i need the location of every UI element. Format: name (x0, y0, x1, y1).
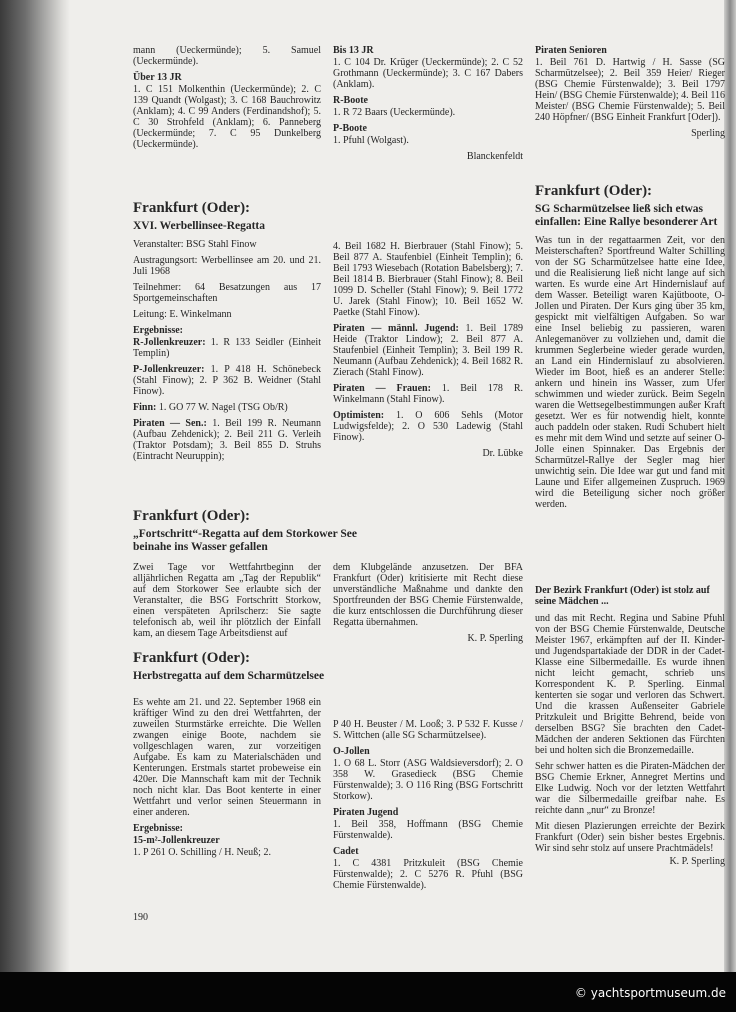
article-rallye (535, 183, 725, 515)
article-maedchen (535, 585, 725, 867)
class-name: Optimisten: (333, 410, 385, 421)
text: Sehr schwer hatten es die Piraten-Mädchen der BSG Chemie Erkner, Annegret Mertins und Elke Ludwig. Noch vor der letzten Wettfahrt war die Silbermedaille greifbar nahe. Es reichte dann „nur“ zu Bronze! (535, 761, 725, 816)
text: 1. O 68 L. Storr (ASG Waldsieversdorf); 2. O 358 W. Grasedieck (BSG Chemie Fürstenwalde); 3. O 116 Ring (BSG Fortschritt Storkow). (333, 758, 523, 802)
class-name: Piraten — Frauen: (333, 383, 431, 394)
subheading: R-Boote (333, 95, 368, 106)
article-region: Frankfurt (Oder): (133, 508, 251, 524)
book-binding-shadow (0, 0, 70, 972)
text: 1. Beil 761 D. Hartwig / H. Sasse (SG Scharmützelsee); 2. Beil 359 Heier/ Rieger (BSG Chemie Fürstenwalde); 3. Beil 1797 Hein/ (BSG Chemie Fürstenwalde); 4. Beil 116 Meister/ (BSG Chemie Fürstenwalde); 5. Beil 240 Höpfner/ (BSG Einheit Frankfurt [Oder]). (535, 57, 725, 123)
text: 1. C 4381 Pritzkuleit (BSG Chemie Fürstenwalde); 2. C 5276 R. Pfuhl (BSG Chemie Fürstenwalde). (333, 858, 523, 891)
article-title: XVI. Werbellinsee-Regatta (133, 220, 266, 232)
subheading: Bis 13 JR (333, 45, 374, 56)
result-entry (133, 337, 321, 359)
text: dem Klubgelände anzusetzen. Der BFA Frankfurt (Oder) kritisierte mit Recht diese unverständliche Maßnahme und dankte den Sportfreunden der BSG Chemie Fürstenwalde, die kurz entschlossen die Durchführung dieser Regatta übernahmen. (333, 562, 523, 628)
watermark-bar (0, 972, 736, 1012)
result-entry (333, 323, 523, 378)
author: Dr. Lübke (482, 448, 523, 459)
article-title: „Fortschritt“-Regatta auf dem Storkower See beinahe ins Wasser gefallen (133, 528, 357, 553)
class-name: P-Jollenkreuzer: (133, 364, 205, 375)
result-text: 1. Beil 1789 Heide (Traktor Lindow); 2. Beil 877 A. Staufenbiel (Einheit Templin); 3. Beil 199 R. Neumann (Aufbau Zehdenick); 4. Beil 1682 R. Zierach (Stahl Finow). (333, 323, 524, 378)
article-region: Frankfurt (Oder): (535, 183, 653, 199)
text: 1. Pfuhl (Wolgast). (333, 135, 409, 146)
subheading: Piraten Jugend (333, 807, 399, 818)
article-fortschritt-left (133, 562, 321, 644)
page-edge-shadow (724, 0, 736, 972)
author: Sperling (691, 128, 725, 139)
text: Mit diesen Plazierungen erreichte der Bezirk Frankfurt (Oder) sein bisher bestes Ergebnis. Wir sind sehr stolz auf unsere Prachtmädels! (535, 821, 725, 854)
text: 1. C 104 Dr. Krüger (Ueckermünde); 2. C 52 Grothmann (Ueckermünde); 3. C 167 Dabers (Anklam). (333, 57, 523, 90)
subheading: Über 13 JR (133, 72, 182, 83)
subheading: Piraten Senioren (535, 45, 607, 56)
result-text: 1. Beil 178 R. Winkelmann (Stahl Finow). (333, 383, 523, 405)
text: 1. Beil 358, Hoffmann (BSG Chemie Fürstenwalde). (333, 819, 523, 841)
class-name: Finn: (133, 402, 157, 413)
meta-line: Veranstalter: BSG Stahl Finow (133, 239, 257, 250)
subheading: O-Jollen (333, 746, 370, 757)
result-entry (133, 418, 321, 462)
meta-line: Austragungsort: Werbellinsee am 20. und 21. Juli 1968 (133, 255, 321, 277)
meta-line: Leitung: E. Winkelmann (133, 309, 232, 320)
results-label: Ergebnisse: (133, 325, 183, 336)
results-continuation-left (133, 45, 321, 155)
class-name: Piraten — männl. Jugend: (333, 323, 459, 334)
article-werbellinsee-cont (333, 241, 523, 459)
author: K. P. Sperling (669, 856, 725, 867)
results-label: Ergebnisse: (133, 823, 183, 834)
subheading: P-Boote (333, 123, 367, 134)
article-title: Herbstregatta auf dem Scharmützelsee (133, 670, 325, 682)
result-entry (333, 410, 523, 443)
text: 1. R 72 Baars (Ueckermünde). (333, 107, 456, 118)
article-region: Frankfurt (Oder): (133, 200, 251, 216)
meta-line: Teilnehmer: 64 Besatzungen aus 17 Sportgemeinschaften (133, 282, 321, 304)
text: 1. C 151 Molkenthin (Ueckermünde); 2. C 139 Quandt (Wolgast); 3. C 168 Bauchrowitz (Anklam); 4. C 99 Anders (Ferdinandshof); 5. C 30 Strohfeld (Anklam); 6. Panneberg (Ueckermünde; 7. C 95 Dunkelberg (Ueckermünde). (133, 84, 321, 150)
results-continuation-right (535, 45, 725, 139)
class-name: R-Jollenkreuzer: (133, 337, 206, 348)
article-herbstregatta-right (333, 719, 523, 896)
text: mann (Ueckermünde); 5. Samuel (Ueckermünde). (133, 45, 321, 67)
text: und das mit Recht. Regina und Sabine Pfuhl von der BSG Chemie Fürstenwalde, Deutsche Meister 1967, erkämpften auf der II. Kinder- und Jugendspartakiade der DDR in der Cadet-Klasse eine Silbermedaille. Es wurde ihnen nicht leicht gemacht, schrieb uns Korrespondent K. P. Sperling. Einmal kenterten sie sogar und verloren das Schwert. Und die krassen Außenseiter Gabriele Pritzkuleit und Brigitte Behrend, beide von derselben BSG? Sie brachten den Cadet-Mädchen der anderen Sektionen das Fürchten bei und holten sich die Bronzemedaille. (535, 613, 725, 756)
result-text: 1. GO 77 W. Nagel (TSG Ob/R) (156, 402, 288, 413)
result-text: 1. R 133 Seidler (Einheit Templin) (133, 337, 321, 359)
text: Was tun in der regattaarmen Zeit, vor den Meisterschaften? Sportfreund Walter Schilling von der SG Scharmützelsee hatte eine Idee, und die Realisierung ließ nicht lange auf sich warten. Es wurde eine Art Hindernislauf auf dem Wasser. Beteiligt waren Kajütboote, O-Jollen und Piraten. Der Kurs ging über 35 km, gespickt mit vielfältigen Aufgaben. So war eine Insel beliebig zu passieren, waren Anlegemanöver zu vollziehen und, damit die krummen Seglerbeine wieder gerade wurden, an Land ein Hindernislauf zu absolvieren. Wieder im Boot, hieß es an anderer Stelle: ankern und hinein ins Wasser, zum Ufer schwimmen und wieder zurück. Beim Segeln waren die Wettsegelbestimmungen außer Kraft gesetzt. Wer es für notwendig hielt, konnte auch paddeln oder staken. Rudi Schubert hielt es mehr mit dem Wind und setzte auf seiner O-Jolle einen Spinnaker. Das Ergebnis der Scharmützel-Rallye der Segler mag hier unwichtig sein. Die Idee war gut und fand mit Laune und Eifer allgemeinen Zuspruch. 1969 wird die Beteiligung sicher noch größer werden. (535, 235, 725, 510)
watermark-text: © yachtsportmuseum.de (574, 986, 726, 1000)
article-fortschritt-right (333, 562, 523, 644)
text: P 40 H. Beuster / M. Looß; 3. P 532 F. Kusse / S. Wittchen (alle SG Scharmützelsee). (333, 719, 523, 741)
article-herbstregatta-header (133, 650, 533, 689)
result-text: 1. O 606 Sehls (Motor Ludwigsfelde); 2. O 530 Ladewig (Stahl Finow). (333, 410, 523, 443)
article-region: Frankfurt (Oder): (133, 650, 251, 666)
text: Zwei Tage vor Wettfahrtbeginn der alljährlichen Regatta am „Tag der Republik“ auf dem Storkower See erlaubte sich der Veranstalter, die BSG Fortschritt Storkow, einen verspäteten Aprilscherz: Sie sagte telefonisch ab, weil ihr plötzlich der Einfall kam, an diesem Tage Arbeitsdienst auf (133, 562, 321, 639)
subheading: 15-m²-Jollenkreuzer (133, 835, 220, 846)
result-text: 1. P 418 H. Schönebeck (Stahl Finow); 2. P 362 B. Weidner (Stahl Finow). (133, 364, 321, 397)
text: Es wehte am 21. und 22. September 1968 ein kräftiger Wind zu den drei Wettfahrten, der zuweilen Sturmstärke erreichte. Die Wellen zwangen einige Boote, nachdem sie vollgeschlagen waren, zur vorzeitigen Aufgabe. Es kam zu Materialschäden und Kenterungen. Erstmals startet probeweise ein 420er. Die Mannschaft kam mit der Technik noch nicht klar. Das Boot kenterte in einer Wettfahrt und verlor seinen Steuermann in einer anderen. (133, 697, 321, 818)
article-fortschritt-header (133, 508, 533, 560)
text: 1. P 261 O. Schilling / H. Neuß; 2. (133, 847, 271, 858)
article-werbellinsee (133, 200, 321, 467)
class-name: Piraten — Sen.: (133, 418, 207, 429)
results-continuation-middle (333, 45, 523, 162)
author: Blanckenfeldt (466, 151, 523, 162)
page-number: 190 (133, 912, 148, 923)
result-entry (133, 402, 321, 413)
result-text: 1. Beil 199 R. Neumann (Aufbau Zehdenick); 2. Beil 211 G. Verleih (Traktor Potsdam); 3. Beil 855 D. Struhs (Eintracht Neuruppin); (133, 418, 321, 462)
subheading: Cadet (333, 846, 359, 857)
text: 4. Beil 1682 H. Bierbrauer (Stahl Finow); 5. Beil 877 A. Staufenbiel (Einheit Templin); 6. Beil 1793 Wiesebach (Rotation Babelsberg); 7. Beil 1814 B. Bierbrauer (Stahl Finow); 8. Beil 1099 D. Scheller (Stahl Finow); 9. Beil 1772 U. Jarek (Stahl Finow); 10. Beil 1652 W. Paetke (Stahl Finow). (333, 241, 523, 318)
article-herbstregatta-left (133, 697, 321, 863)
result-entry (133, 364, 321, 397)
article-title: SG Scharmützelsee ließ sich etwas einfallen: Eine Rallye besonderer Art (535, 203, 718, 228)
author: K. P. Sperling (467, 633, 523, 644)
result-entry (333, 383, 523, 405)
article-title: Der Bezirk Frankfurt (Oder) ist stolz auf seine Mädchen ... (535, 585, 710, 607)
